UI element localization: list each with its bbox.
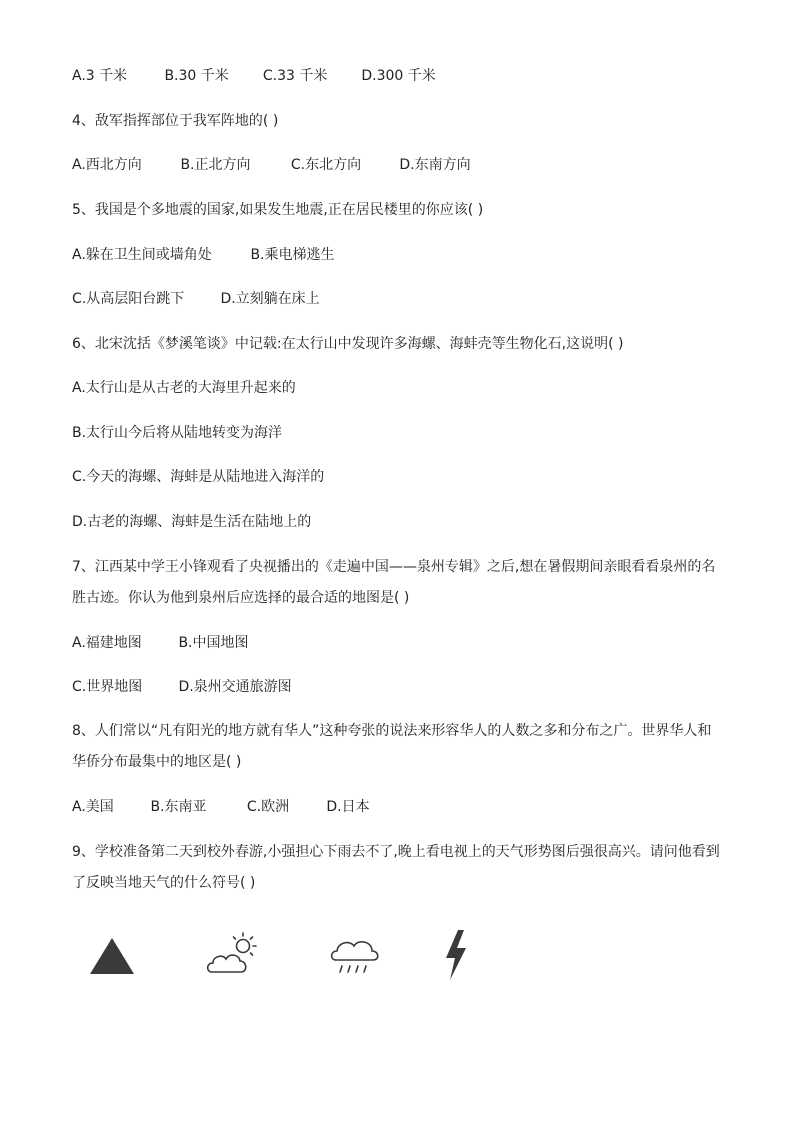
q8-options <box>72 798 370 816</box>
q3-option-c: C.33 千米 <box>262 68 328 84</box>
q5-option-c: C.从高层阳台跳下 <box>72 291 185 307</box>
q9-stem-line2: 了反映当地天气的什么符号( ) <box>72 875 256 891</box>
q3-option-d: D.300 千米 <box>361 68 436 84</box>
q7-options-row1 <box>72 634 249 652</box>
q5-option-d: D.立刻躺在床上 <box>220 291 320 307</box>
q9-weather-symbols <box>80 924 500 994</box>
q8-option-a: A.美国 <box>72 799 114 815</box>
mountain-triangle-icon <box>88 936 136 976</box>
q8-option-b: B.东南亚 <box>150 799 207 815</box>
q8-option-d: D.日本 <box>326 799 370 815</box>
lightning-bolt-icon <box>440 928 472 982</box>
q5-option-b: B.乘电梯逃生 <box>250 247 335 263</box>
q4-stem: 4、敌军指挥部位于我军阵地的( ) <box>72 113 279 129</box>
partly-sunny-icon <box>204 930 264 978</box>
q7-option-a: A.福建地图 <box>72 635 142 651</box>
q7-option-b: B.中国地图 <box>178 635 249 651</box>
q6-option-a: A.太行山是从古老的大海里升起来的 <box>72 380 296 396</box>
q8-stem-line2: 华侨分布最集中的地区是( ) <box>72 754 242 770</box>
q8-option-c: C.欧洲 <box>246 799 290 815</box>
q5-options-row2 <box>72 290 320 308</box>
q7-stem-line1: 7、江西某中学王小锋观看了央视播出的《走遍中国——泉州专辑》之后,想在暑假期间亲眼看看泉州的名 <box>72 559 716 575</box>
q9-stem-line1: 9、学校准备第二天到校外春游,小强担心下雨去不了,晚上看电视上的天气形势图后强很高兴。请问他看到 <box>72 844 720 860</box>
q6-stem: 6、北宋沈括《梦溪笔谈》中记载:在太行山中发现许多海螺、海蚌壳等生物化石,这说明( ) <box>72 336 624 352</box>
q4-option-c: C.东北方向 <box>290 157 362 173</box>
q7-stem-line2: 胜古迹。你认为他到泉州后应选择的最合适的地图是( ) <box>72 590 410 606</box>
q5-option-a: A.躲在卫生间或墙角处 <box>72 247 212 263</box>
q7-options-row2 <box>72 678 292 696</box>
q4-option-b: B.正北方向 <box>180 157 251 173</box>
q4-option-a: A.西北方向 <box>72 157 142 173</box>
q6-option-b: B.太行山今后将从陆地转变为海洋 <box>72 425 283 441</box>
rain-cloud-icon <box>328 932 382 980</box>
q7-option-c: C.世界地图 <box>72 679 143 695</box>
q8-stem-line1: 8、人们常以“凡有阳光的地方就有华人”这种夸张的说法来形容华人的人数之多和分布之广。世界华人和 <box>72 723 712 739</box>
q7-option-d: D.泉州交通旅游图 <box>178 679 292 695</box>
q6-option-c: C.今天的海螺、海蚌是从陆地进入海洋的 <box>72 469 325 485</box>
q4-options <box>72 156 471 174</box>
q3-option-b: B.30 千米 <box>164 68 229 84</box>
q3-options <box>72 67 436 85</box>
q4-option-d: D.东南方向 <box>399 157 471 173</box>
q6-option-d: D.古老的海螺、海蚌是生活在陆地上的 <box>72 514 312 530</box>
q5-options-row1 <box>72 246 335 264</box>
q5-stem: 5、我国是个多地震的国家,如果发生地震,正在居民楼里的你应该( ) <box>72 202 484 218</box>
q3-option-a: A.3 千米 <box>72 68 128 84</box>
